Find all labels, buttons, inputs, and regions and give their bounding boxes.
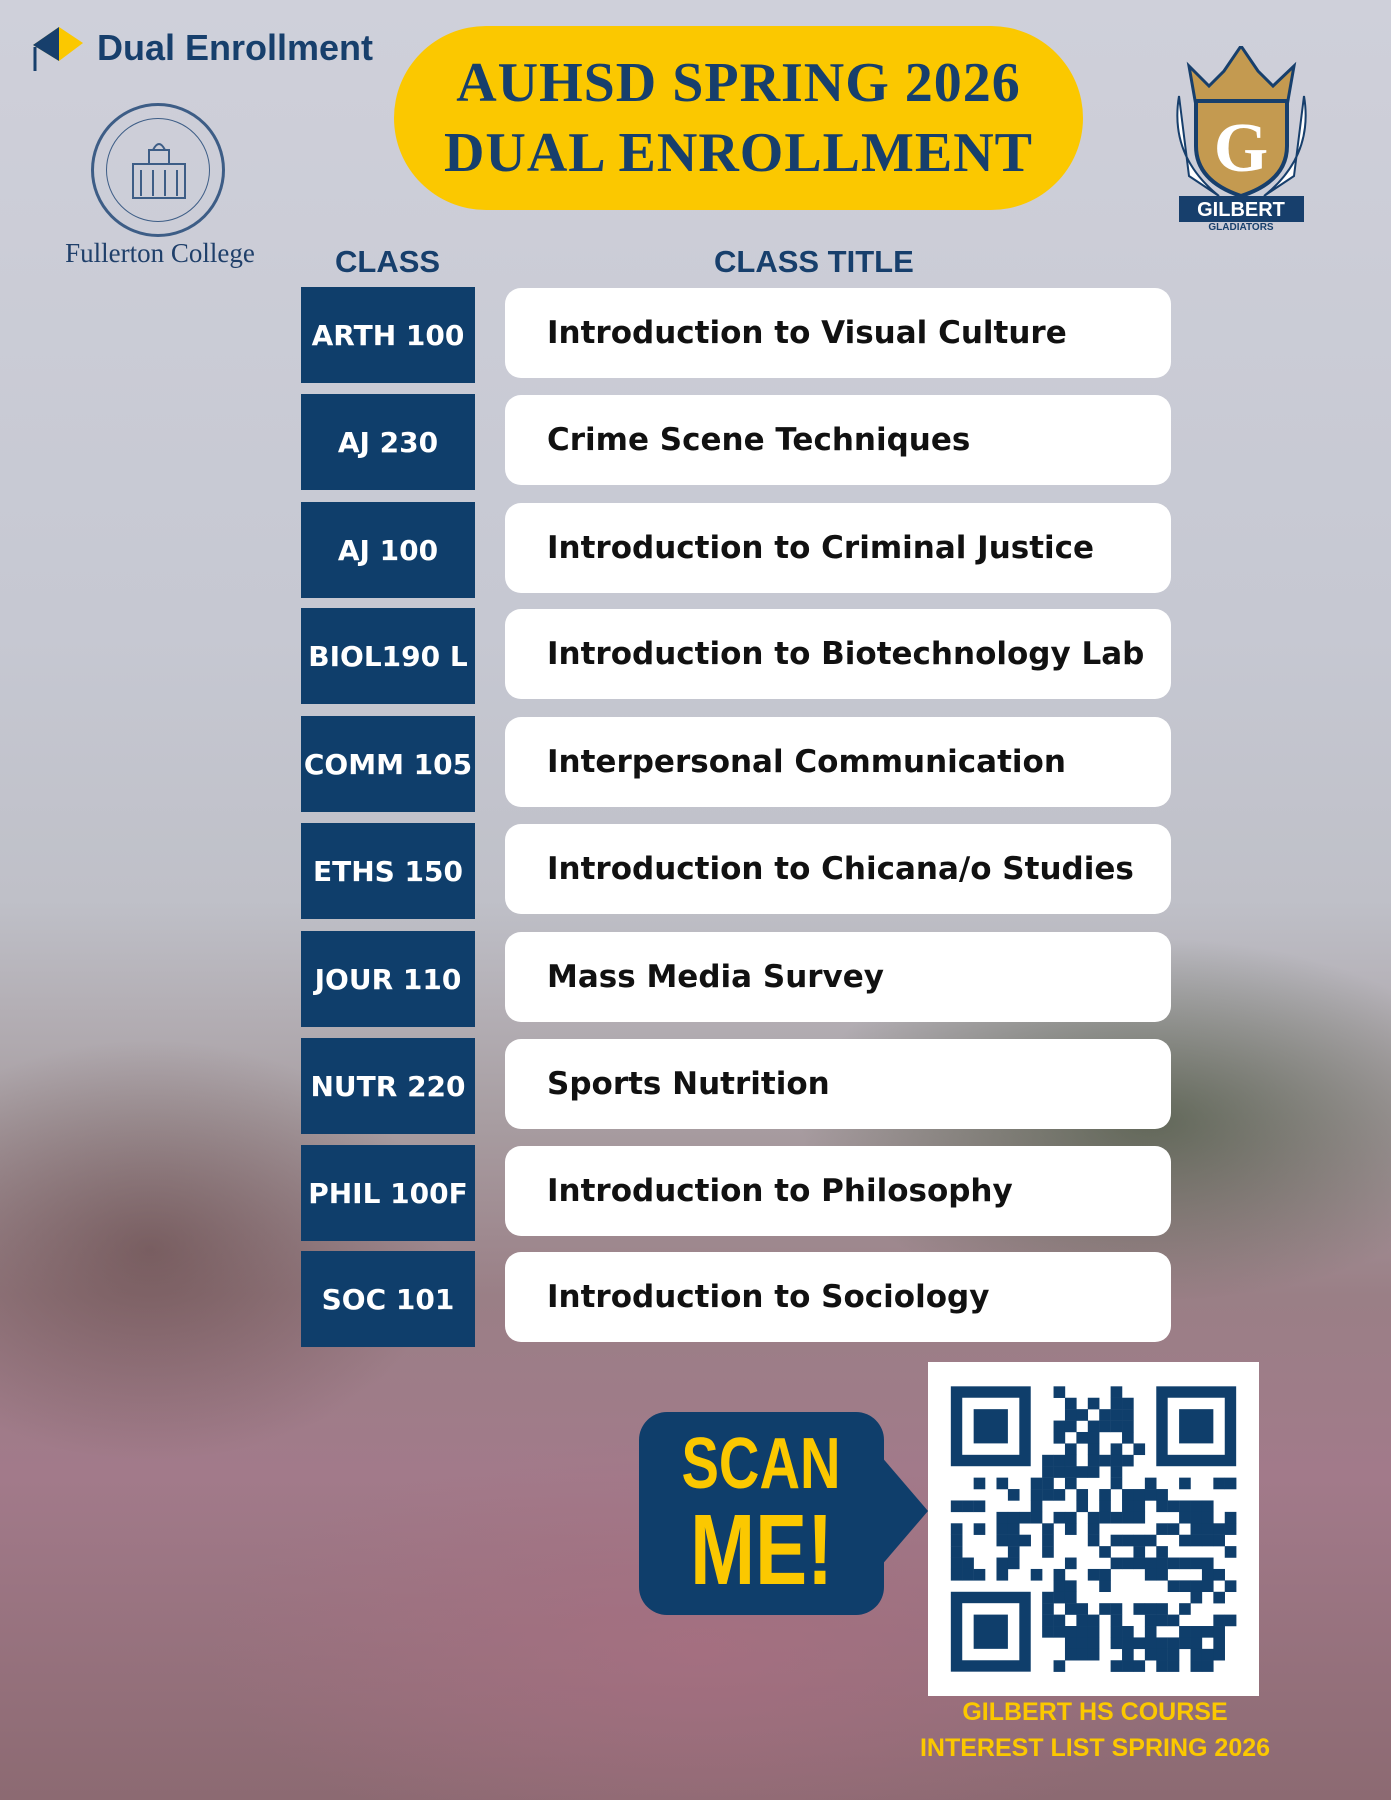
qr-module [1179, 1512, 1191, 1524]
class-title: Introduction to Sociology [505, 1252, 1171, 1342]
qr-module [951, 1535, 963, 1547]
qr-module [1168, 1660, 1180, 1672]
qr-module [1122, 1660, 1134, 1672]
class-code: PHIL 100F [301, 1145, 475, 1241]
qr-module [996, 1512, 1008, 1524]
qr-module [1019, 1512, 1031, 1524]
qr-module [1031, 1478, 1043, 1490]
qr-module [1225, 1615, 1237, 1627]
qr-module [1054, 1615, 1066, 1627]
qr-code-icon[interactable] [928, 1362, 1259, 1696]
qr-module [1076, 1615, 1088, 1627]
qr-module [1008, 1546, 1020, 1558]
qr-module [1156, 1569, 1168, 1581]
qr-module [1076, 1466, 1088, 1478]
qr-module [1088, 1455, 1100, 1467]
dual-enrollment-logo [25, 23, 373, 73]
qr-module [1099, 1455, 1111, 1467]
qr-module [1111, 1398, 1123, 1410]
qr-module [1133, 1637, 1145, 1649]
qr-module [1133, 1535, 1145, 1547]
title-line-1: AUHSD SPRING 2026 [456, 52, 1021, 114]
qr-module [1133, 1443, 1145, 1455]
qr-module [1122, 1512, 1134, 1524]
qr-module [1145, 1558, 1157, 1570]
qr-module [1133, 1603, 1145, 1615]
qr-module [1225, 1478, 1237, 1490]
qr-module [1042, 1592, 1054, 1604]
qr-module [1191, 1558, 1203, 1570]
college-name: Fullerton College [65, 238, 255, 268]
qr-module [996, 1523, 1008, 1535]
qr-module [1202, 1500, 1214, 1512]
qr-module [1213, 1523, 1225, 1535]
qr-module [1065, 1592, 1077, 1604]
qr-module [951, 1569, 963, 1581]
qr-module [1065, 1637, 1077, 1649]
qr-module [1179, 1535, 1191, 1547]
qr-module [1054, 1626, 1066, 1638]
building-icon [129, 138, 189, 202]
qr-module [1133, 1546, 1145, 1558]
qr-module [1179, 1637, 1191, 1649]
qr-module [1213, 1592, 1225, 1604]
qr-module [1168, 1649, 1180, 1661]
qr-module [1213, 1626, 1225, 1638]
qr-module [1031, 1512, 1043, 1524]
qr-module [1088, 1523, 1100, 1535]
qr-module [1054, 1455, 1066, 1467]
qr-module [996, 1535, 1008, 1547]
scan-bubble-arrow [880, 1455, 928, 1567]
qr-module [1076, 1649, 1088, 1661]
qr-module [1202, 1558, 1214, 1570]
qr-module [1054, 1386, 1066, 1398]
qr-module [1008, 1512, 1020, 1524]
qr-module [1099, 1500, 1111, 1512]
qr-module [1156, 1615, 1168, 1627]
qr-module [1054, 1569, 1066, 1581]
class-code: AJ 100 [301, 502, 475, 598]
qr-module [1213, 1615, 1225, 1627]
qr-module [1065, 1478, 1077, 1490]
qr-module [1202, 1660, 1214, 1672]
qr-module [1076, 1409, 1088, 1421]
class-title: Sports Nutrition [505, 1039, 1171, 1129]
qr-module [1111, 1466, 1123, 1478]
qr-module [1076, 1489, 1088, 1501]
qr-module [1088, 1569, 1100, 1581]
qr-module [1145, 1637, 1157, 1649]
qr-module [962, 1569, 974, 1581]
qr-module [1076, 1637, 1088, 1649]
qr-module [1179, 1478, 1191, 1490]
qr-module [1191, 1592, 1203, 1604]
qr-module [1156, 1649, 1168, 1661]
qr-module [1065, 1649, 1077, 1661]
qr-module [1111, 1603, 1123, 1615]
qr-module [1179, 1603, 1191, 1615]
qr-module [1008, 1523, 1020, 1535]
qr-module [1065, 1580, 1077, 1592]
qr-module [1168, 1523, 1180, 1535]
qr-module [1156, 1660, 1168, 1672]
qr-module [1122, 1637, 1134, 1649]
qr-module [1202, 1512, 1214, 1524]
qr-module [1065, 1398, 1077, 1410]
qr-module [1133, 1489, 1145, 1501]
qr-module [1145, 1535, 1157, 1547]
title-line-2: DUAL ENROLLMENT [443, 122, 1034, 184]
qr-module [1168, 1558, 1180, 1570]
title-banner [394, 26, 1083, 210]
qr-caption-line-1: GILBERT HS COURSE [962, 1698, 1228, 1726]
qr-module [1031, 1500, 1043, 1512]
qr-module [1225, 1546, 1237, 1558]
qr-module [1122, 1432, 1134, 1444]
qr-module [1088, 1421, 1100, 1433]
qr-module [1191, 1580, 1203, 1592]
qr-module [1202, 1580, 1214, 1592]
qr-module [1042, 1489, 1054, 1501]
qr-module [996, 1569, 1008, 1581]
qr-module [1054, 1466, 1066, 1478]
qr-module [1191, 1500, 1203, 1512]
qr-module [974, 1523, 986, 1535]
class-code: BIOL190 L [301, 608, 475, 704]
qr-module [1122, 1649, 1134, 1661]
class-title-column-header: CLASS TITLE [714, 244, 914, 279]
qr-module [1076, 1432, 1088, 1444]
qr-module [1133, 1512, 1145, 1524]
qr-module [951, 1500, 963, 1512]
svg-text:GILBERT: GILBERT [1197, 199, 1285, 221]
qr-module [974, 1500, 986, 1512]
qr-module [1191, 1660, 1203, 1672]
qr-module [1133, 1558, 1145, 1570]
qr-module [1156, 1523, 1168, 1535]
qr-module [1122, 1535, 1134, 1547]
qr-module [1168, 1580, 1180, 1592]
qr-module [1042, 1615, 1054, 1627]
qr-module [951, 1523, 963, 1535]
qr-module [1213, 1649, 1225, 1661]
qr-module [1065, 1626, 1077, 1638]
qr-module [1042, 1478, 1054, 1490]
qr-module [1099, 1421, 1111, 1433]
qr-module [1225, 1523, 1237, 1535]
qr-module [1202, 1523, 1214, 1535]
qr-module [1213, 1637, 1225, 1649]
qr-module [1156, 1637, 1168, 1649]
qr-module [1088, 1615, 1100, 1627]
class-code: JOUR 110 [301, 931, 475, 1027]
qr-module [1042, 1455, 1054, 1467]
qr-module [1054, 1660, 1066, 1672]
qr-module [1111, 1443, 1123, 1455]
qr-module [1065, 1512, 1077, 1524]
qr-module [1168, 1500, 1180, 1512]
qr-module [1145, 1489, 1157, 1501]
scan-text: SCAN [681, 1423, 842, 1504]
qr-module [1088, 1398, 1100, 1410]
qr-module [1145, 1569, 1157, 1581]
qr-module [1202, 1535, 1214, 1547]
qr-module [1088, 1535, 1100, 1547]
qr-module [996, 1558, 1008, 1570]
class-title: Introduction to Chicana/o Studies [505, 824, 1171, 914]
fullerton-college-seal [91, 103, 225, 237]
qr-module [1168, 1637, 1180, 1649]
qr-caption-line-2: INTEREST LIST SPRING 2026 [919, 1734, 1271, 1762]
qr-module [1076, 1500, 1088, 1512]
qr-module [1111, 1626, 1123, 1638]
qr-module [1054, 1489, 1066, 1501]
qr-module [1065, 1455, 1077, 1467]
qr-module [1145, 1649, 1157, 1661]
qr-module [1191, 1535, 1203, 1547]
qr-module [1213, 1535, 1225, 1547]
qr-module [1111, 1558, 1123, 1570]
qr-module [1122, 1626, 1134, 1638]
qr-module [1008, 1535, 1020, 1547]
qr-module [1179, 1580, 1191, 1592]
qr-module [1122, 1409, 1134, 1421]
scan-me-bubble [639, 1412, 884, 1615]
qr-module [1111, 1637, 1123, 1649]
qr-module [1042, 1466, 1054, 1478]
class-code: AJ 230 [301, 394, 475, 490]
qr-module [1111, 1660, 1123, 1672]
qr-module [1065, 1603, 1077, 1615]
qr-module [1111, 1421, 1123, 1433]
qr-module [974, 1478, 986, 1490]
qr-module [1031, 1569, 1043, 1581]
qr-module [1099, 1512, 1111, 1524]
qr-module [1065, 1558, 1077, 1570]
qr-module [1133, 1660, 1145, 1672]
svg-text:G: G [1213, 110, 1269, 187]
qr-module [1099, 1409, 1111, 1421]
qr-module [1202, 1569, 1214, 1581]
qr-module [1202, 1649, 1214, 1661]
qr-module [1156, 1558, 1168, 1570]
qr-module [1054, 1421, 1066, 1433]
qr-module [1099, 1580, 1111, 1592]
class-title: Mass Media Survey [505, 932, 1171, 1022]
class-title: Introduction to Visual Culture [505, 288, 1171, 378]
class-code: ETHS 150 [301, 823, 475, 919]
qr-module [1042, 1626, 1054, 1638]
qr-module [1122, 1500, 1134, 1512]
qr-module [1122, 1558, 1134, 1570]
qr-module [1076, 1603, 1088, 1615]
class-code: COMM 105 [301, 716, 475, 812]
dual-enrollment-text: Dual Enrollment [97, 27, 374, 68]
class-code: ARTH 100 [301, 287, 475, 383]
qr-module [951, 1546, 963, 1558]
qr-module [1168, 1615, 1180, 1627]
graduation-cap-icon [25, 23, 85, 73]
qr-module [1111, 1455, 1123, 1467]
qr-module [1088, 1512, 1100, 1524]
class-title: Interpersonal Communication [505, 717, 1171, 807]
qr-module [1191, 1637, 1203, 1649]
qr-module [974, 1569, 986, 1581]
qr-module [1111, 1478, 1123, 1490]
qr-module [996, 1478, 1008, 1490]
qr-module [1088, 1626, 1100, 1638]
class-title: Introduction to Philosophy [505, 1146, 1171, 1236]
qr-module [1042, 1523, 1054, 1535]
qr-module [1008, 1489, 1020, 1501]
qr-module [1042, 1535, 1054, 1547]
qr-module [1225, 1580, 1237, 1592]
qr-module [1179, 1626, 1191, 1638]
qr-module [1054, 1432, 1066, 1444]
qr-module [1076, 1626, 1088, 1638]
qr-module [1065, 1421, 1077, 1433]
qr-module [1111, 1535, 1123, 1547]
qr-module [1088, 1649, 1100, 1661]
qr-module [1191, 1626, 1203, 1638]
qr-module [1133, 1500, 1145, 1512]
qr-module [1202, 1626, 1214, 1638]
qr-module [1042, 1603, 1054, 1615]
qr-module [1156, 1603, 1168, 1615]
qr-module [1122, 1455, 1134, 1467]
qr-module [1179, 1500, 1191, 1512]
qr-module [1122, 1398, 1134, 1410]
qr-module [1065, 1466, 1077, 1478]
svg-text:GLADIATORS: GLADIATORS [1208, 222, 1274, 231]
qr-module [951, 1558, 963, 1570]
qr-module [1088, 1637, 1100, 1649]
qr-module [1145, 1478, 1157, 1490]
qr-module [1156, 1500, 1168, 1512]
qr-module [1042, 1546, 1054, 1558]
class-code: NUTR 220 [301, 1038, 475, 1134]
qr-module [1031, 1489, 1043, 1501]
qr-module [1156, 1546, 1168, 1558]
qr-module [1111, 1409, 1123, 1421]
qr-module [1088, 1432, 1100, 1444]
qr-module [1122, 1421, 1134, 1433]
qr-module [1225, 1512, 1237, 1524]
qr-module [1099, 1569, 1111, 1581]
qr-module [1191, 1512, 1203, 1524]
qr-module [1156, 1489, 1168, 1501]
class-title: Introduction to Criminal Justice [505, 503, 1171, 593]
qr-module [1008, 1558, 1020, 1570]
qr-module [1122, 1489, 1134, 1501]
qr-module [962, 1500, 974, 1512]
qr-module [1213, 1569, 1225, 1581]
class-code: SOC 101 [301, 1251, 475, 1347]
qr-module [1111, 1512, 1123, 1524]
qr-module [1145, 1626, 1157, 1638]
gilbert-gladiators-logo [1169, 46, 1314, 231]
qr-module [1191, 1649, 1203, 1661]
qr-module [1054, 1512, 1066, 1524]
qr-module [1054, 1592, 1066, 1604]
qr-module [1179, 1558, 1191, 1570]
class-title: Crime Scene Techniques [505, 395, 1171, 485]
qr-module [1111, 1615, 1123, 1627]
qr-module [1099, 1546, 1111, 1558]
qr-module [1099, 1489, 1111, 1501]
me-text: ME! [690, 1493, 833, 1606]
qr-module [1145, 1603, 1157, 1615]
qr-module [1065, 1443, 1077, 1455]
qr-module [1088, 1466, 1100, 1478]
qr-module [1111, 1386, 1123, 1398]
qr-module [1099, 1603, 1111, 1615]
qr-module [1191, 1523, 1203, 1535]
qr-module [962, 1558, 974, 1570]
class-title: Introduction to Biotechnology Lab [505, 609, 1171, 699]
qr-module [1054, 1580, 1066, 1592]
qr-module [1065, 1409, 1077, 1421]
qr-module [1213, 1478, 1225, 1490]
class-column-header: CLASS [335, 244, 441, 279]
qr-module [1065, 1523, 1077, 1535]
qr-module [1145, 1615, 1157, 1627]
qr-module [1088, 1443, 1100, 1455]
qr-module [1019, 1535, 1031, 1547]
